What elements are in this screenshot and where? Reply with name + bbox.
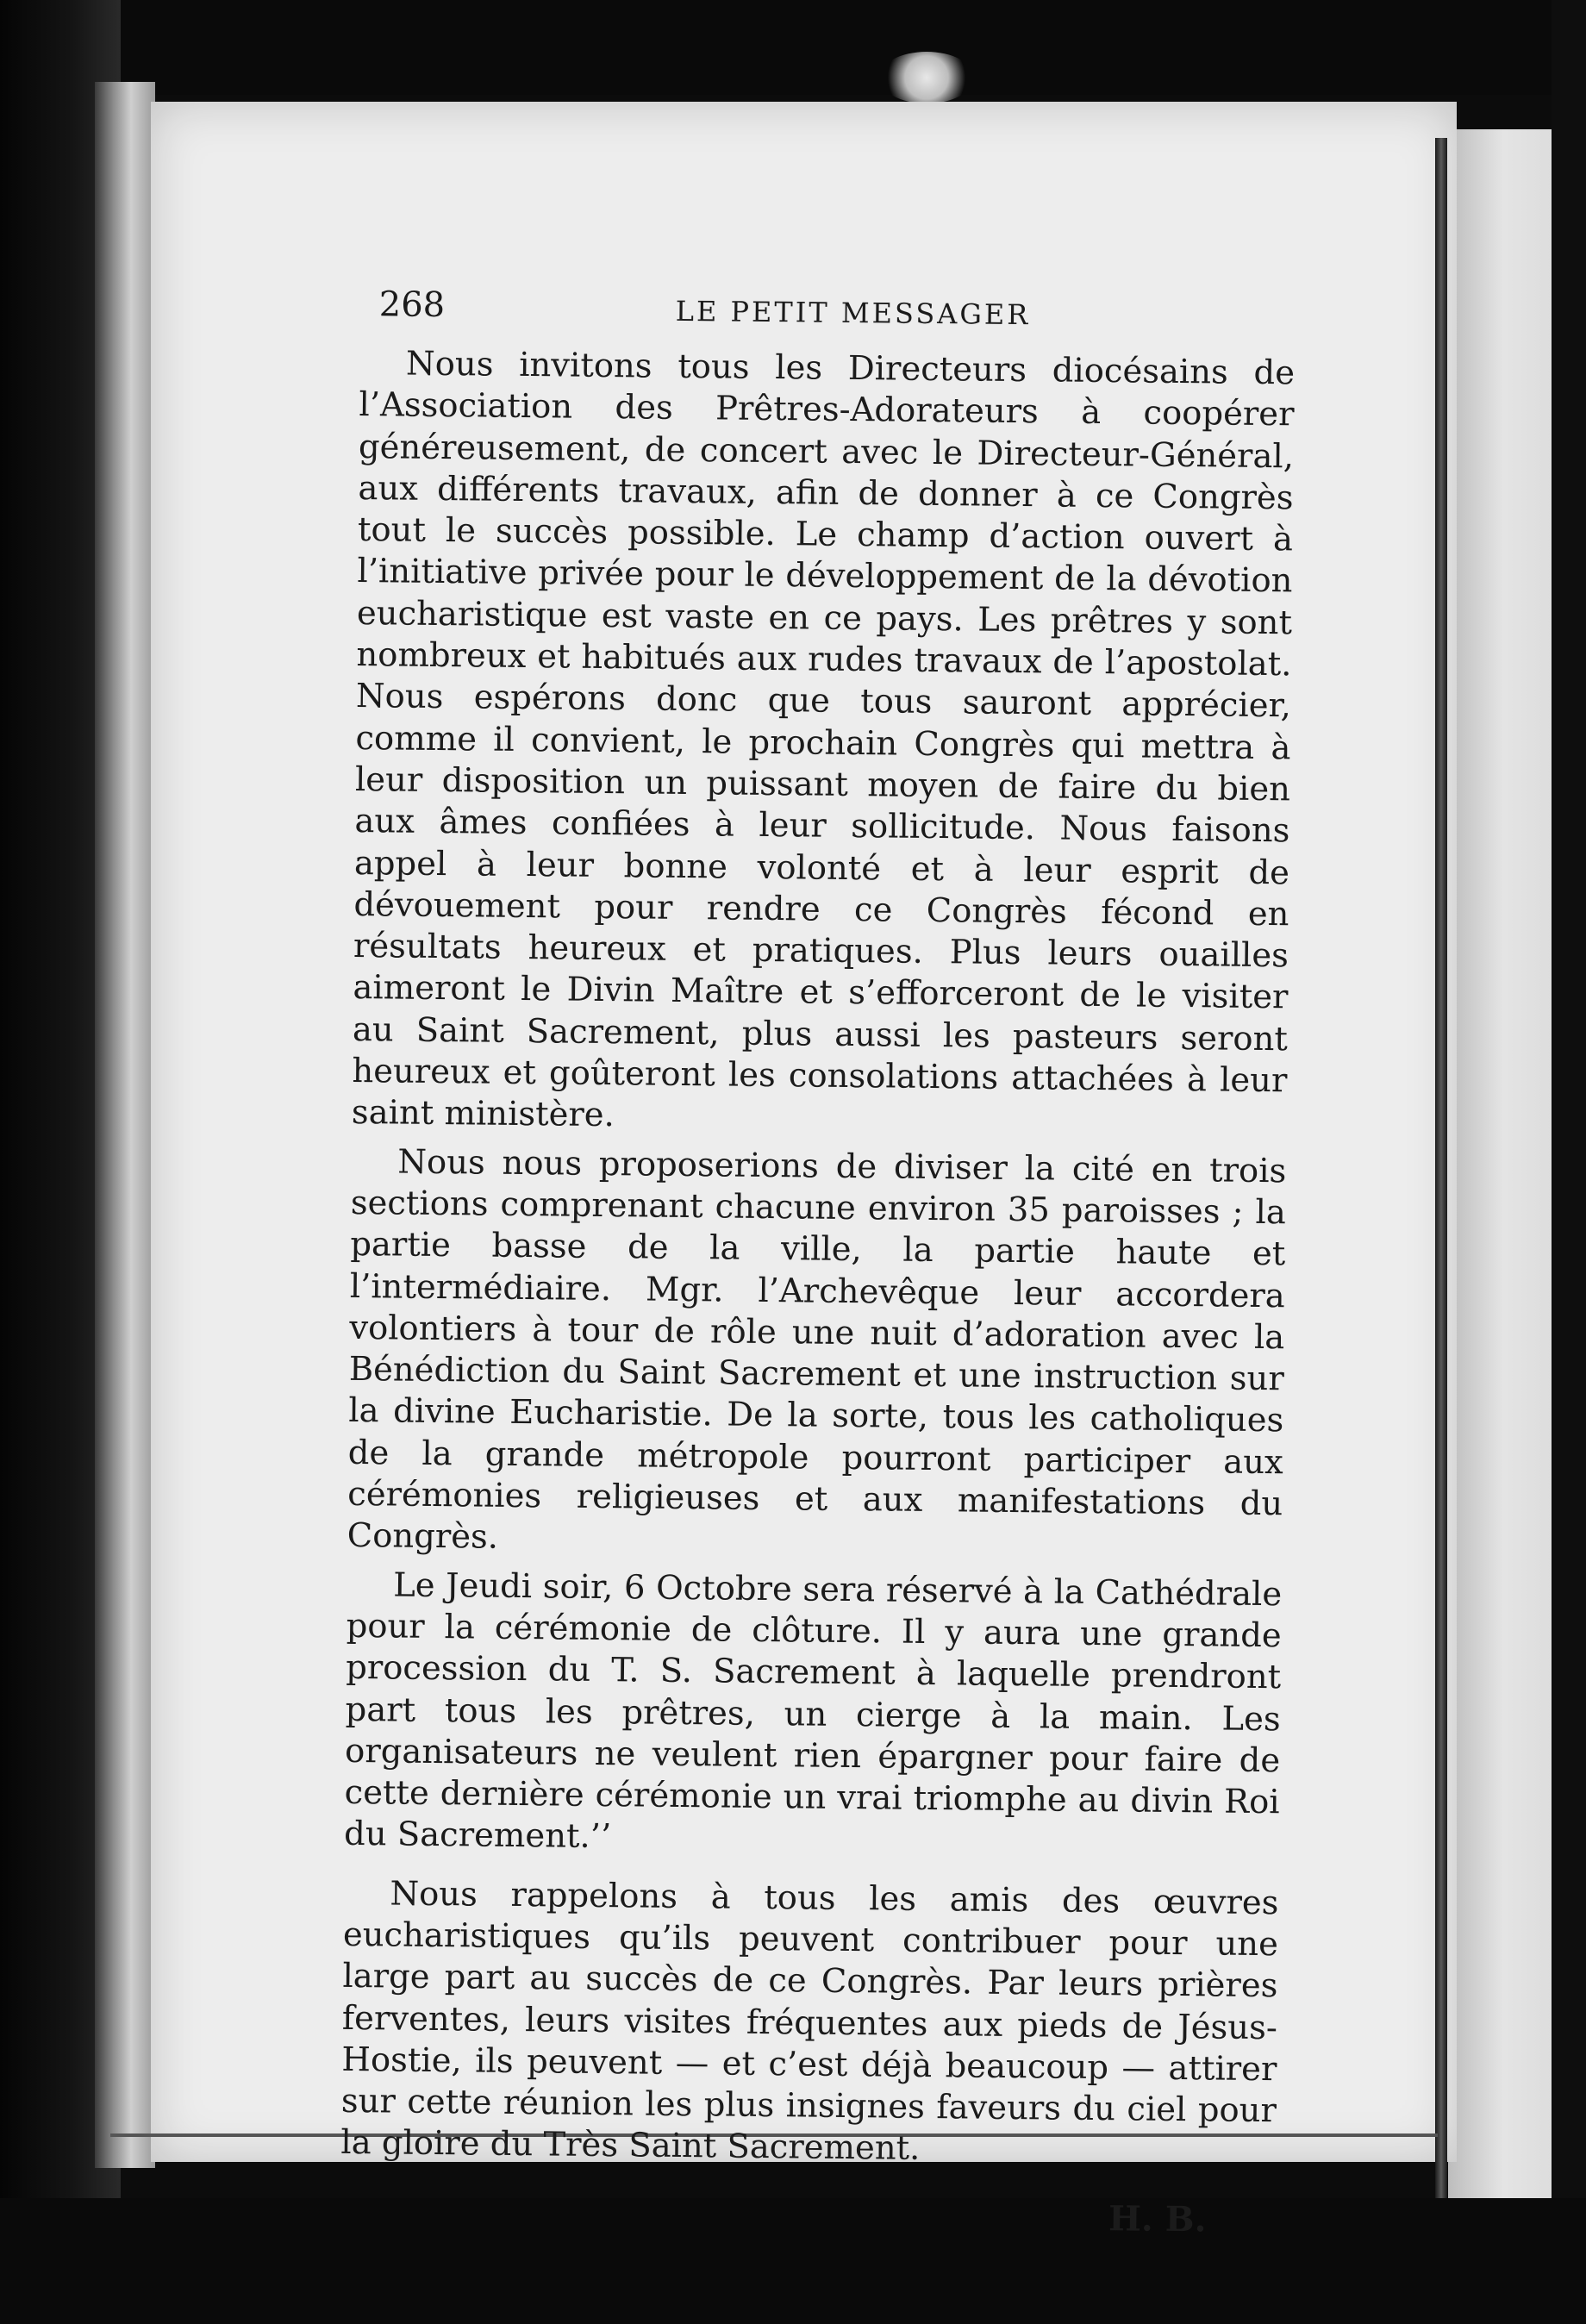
running-title: LE PETIT MESSAGER [675, 294, 1031, 332]
paragraph: Le Jeudi soir, 6 Octobre sera réservé à la Cathédrale pour la cérémonie de clôture. Il y aura une grande procession du T. S. Sacrement à laquelle prendront part tous les prêtres, un cierge à la main. Les organisateurs ne veulent rien épargner pour faire de cette dernière cérémonie un vrai triomphe au divin Roi du Sacrement.’’ [343, 1565, 1283, 1857]
film-top-margin [0, 0, 1586, 95]
paragraph: Nous rappelons à tous les amis des œuvres eucharistiques qu’ils peuvent contribuer pour une large part au succès de ce Congrès. Par leurs prières ferventes, leurs visites fréquentes aux pieds de Jésus-Hostie, ils peuvent — et c’est déjà beaucoup — attirer sur cette réunion les plus insignes faveurs du ciel pour la gloire du Très Saint Sacrement. [340, 1874, 1279, 2169]
book-cover-edge [95, 82, 155, 2168]
page-number: 268 [378, 284, 446, 326]
page-text [340, 284, 1296, 2240]
signature: H. B. [1108, 2197, 1207, 2240]
running-head [359, 284, 1296, 347]
page-gutter [1435, 138, 1447, 2198]
film-right-margin [1552, 0, 1586, 2324]
film-speck [879, 52, 974, 103]
paragraph: Nous invitons tous les Directeurs diocésains de l’Association des Prêtres-Adorateurs à coopérer généreusement, de concert avec le Directeur-Général, aux différents travaux, afin de donner à ce Congrès tout le succès possible. Le champ d’action ouvert à l’initiative privée pour le développement de la dévotion eucharistique est vaste en ce pays. Les prêtres y sont nombreux et habitués aux rudes travaux de l’apostolat. Nous espérons donc que tous sauront apprécier, comme il convient, le prochain Congrès qui mettra à leur disposition un puissant moyen de faire du bien aux âmes confiées à leur sollicitude. Nous faisons appel à leur bonne volonté et à leur esprit de dévouement pour rendre ce Congrès fécond en résultats heureux et pratiques. Plus leurs ouailles aimeront le Divin Maître et s’efforceront de le visiter au Saint Sacrement, plus aussi les pasteurs seront heureux et goûteront les consolations attachées à leur saint ministère. [351, 344, 1296, 1135]
paragraph: Nous nous proposerions de diviser la cité en trois sections comprenant chacune environ 35 paroisses ; la partie basse de la ville, la partie haute et l’intermédiaire. Mgr. l’Archevêque leur accordera volontiers à tour de rôle une nuit d’adoration avec la Bénédiction du Saint Sacrement et une instruction sur la divine Eucharistie. De la sorte, tous les catholiques de la grande métropole pourront participer aux cérémonies religieuses et aux manifestations du Congrès. [347, 1142, 1287, 1558]
